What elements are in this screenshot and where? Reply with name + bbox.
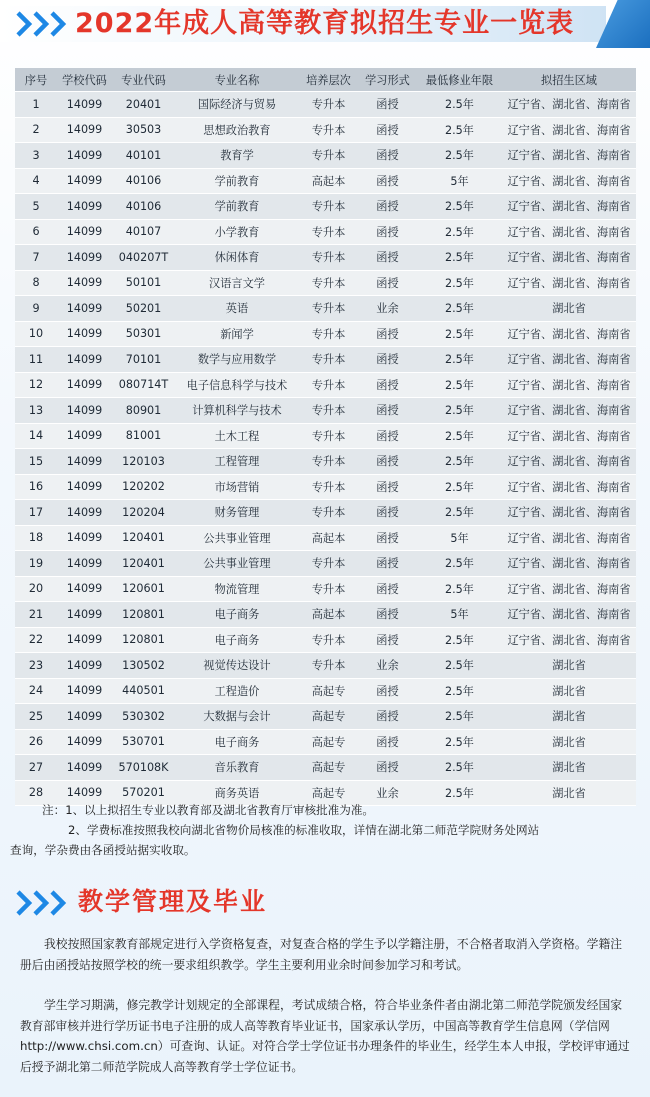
header-banner bbox=[0, 0, 650, 48]
table-row bbox=[15, 551, 636, 577]
cell-index: 20 bbox=[15, 576, 57, 602]
cell-min-years: 2.5年 bbox=[417, 347, 502, 373]
table-row bbox=[15, 143, 636, 169]
cell-major-code: 120401 bbox=[112, 551, 175, 577]
cell-major-code: 130502 bbox=[112, 653, 175, 679]
cell-level: 专升本 bbox=[299, 474, 358, 500]
table-row bbox=[15, 449, 636, 475]
cell-school-code: 14099 bbox=[57, 780, 112, 806]
col-header-major-name: 专业名称 bbox=[175, 68, 299, 92]
cell-min-years: 2.5年 bbox=[417, 704, 502, 730]
cell-index: 19 bbox=[15, 551, 57, 577]
cell-index: 11 bbox=[15, 347, 57, 373]
cell-region: 辽宁省、湖北省、海南省 bbox=[502, 551, 636, 577]
cell-major-name: 休闲体育 bbox=[175, 245, 299, 271]
cell-index: 14 bbox=[15, 423, 57, 449]
cell-study-mode: 函授 bbox=[358, 627, 417, 653]
cell-index: 24 bbox=[15, 678, 57, 704]
cell-region: 辽宁省、湖北省、海南省 bbox=[502, 270, 636, 296]
cell-school-code: 14099 bbox=[57, 551, 112, 577]
table-row bbox=[15, 296, 636, 322]
cell-min-years: 2.5年 bbox=[417, 474, 502, 500]
cell-major-name: 财务管理 bbox=[175, 500, 299, 526]
cell-region: 湖北省 bbox=[502, 296, 636, 322]
cell-study-mode: 函授 bbox=[358, 194, 417, 220]
cell-level: 高起专 bbox=[299, 780, 358, 806]
cell-region: 辽宁省、湖北省、海南省 bbox=[502, 525, 636, 551]
cell-school-code: 14099 bbox=[57, 602, 112, 628]
cell-study-mode: 函授 bbox=[358, 270, 417, 296]
cell-major-code: 40107 bbox=[112, 219, 175, 245]
cell-level: 专升本 bbox=[299, 372, 358, 398]
cell-school-code: 14099 bbox=[57, 653, 112, 679]
triple-chevron-icon bbox=[16, 10, 70, 38]
cell-index: 1 bbox=[15, 92, 57, 118]
cell-study-mode: 函授 bbox=[358, 92, 417, 118]
cell-level: 专升本 bbox=[299, 143, 358, 169]
cell-school-code: 14099 bbox=[57, 321, 112, 347]
cell-index: 17 bbox=[15, 500, 57, 526]
cell-major-code: 120801 bbox=[112, 627, 175, 653]
page-title: 2022年成人高等教育拟招生专业一览表 bbox=[75, 8, 575, 39]
cell-level: 专升本 bbox=[299, 653, 358, 679]
table-row bbox=[15, 474, 636, 500]
cell-level: 专升本 bbox=[299, 117, 358, 143]
cell-min-years: 2.5年 bbox=[417, 194, 502, 220]
cell-region: 辽宁省、湖北省、海南省 bbox=[502, 602, 636, 628]
cell-region: 辽宁省、湖北省、海南省 bbox=[502, 347, 636, 373]
cell-min-years: 2.5年 bbox=[417, 219, 502, 245]
col-header-level: 培养层次 bbox=[299, 68, 358, 92]
cell-major-name: 工程造价 bbox=[175, 678, 299, 704]
cell-level: 专升本 bbox=[299, 245, 358, 271]
cell-major-name: 汉语言文学 bbox=[175, 270, 299, 296]
cell-index: 21 bbox=[15, 602, 57, 628]
cell-study-mode: 函授 bbox=[358, 321, 417, 347]
cell-school-code: 14099 bbox=[57, 143, 112, 169]
cell-major-code: 70101 bbox=[112, 347, 175, 373]
cell-min-years: 2.5年 bbox=[417, 653, 502, 679]
cell-school-code: 14099 bbox=[57, 194, 112, 220]
cell-study-mode: 业余 bbox=[358, 780, 417, 806]
cell-region: 湖北省 bbox=[502, 704, 636, 730]
cell-study-mode: 函授 bbox=[358, 704, 417, 730]
cell-index: 6 bbox=[15, 219, 57, 245]
cell-major-name: 公共事业管理 bbox=[175, 551, 299, 577]
cell-level: 专升本 bbox=[299, 627, 358, 653]
paragraph-enrollment: 我校按照国家教育部规定进行入学资格复查，对复查合格的学生予以学籍注册，不合格者取消入学资格。学籍注册后由函授站按照学校的统一要求组织教学。学生主要利用业余时间参加学习和考试。 bbox=[20, 937, 623, 972]
note-line-1: 注：1、以上拟招生专业以教育部及湖北省教育厅审核批准为准。 bbox=[42, 803, 375, 817]
cell-index: 13 bbox=[15, 398, 57, 424]
table-row bbox=[15, 321, 636, 347]
cell-study-mode: 函授 bbox=[358, 143, 417, 169]
table-row bbox=[15, 117, 636, 143]
cell-level: 高起本 bbox=[299, 602, 358, 628]
cell-level: 专升本 bbox=[299, 270, 358, 296]
table-row bbox=[15, 219, 636, 245]
cell-index: 12 bbox=[15, 372, 57, 398]
cell-major-name: 新闻学 bbox=[175, 321, 299, 347]
cell-major-name: 电子商务 bbox=[175, 602, 299, 628]
cell-major-code: 120601 bbox=[112, 576, 175, 602]
cell-major-name: 商务英语 bbox=[175, 780, 299, 806]
cell-major-code: 120801 bbox=[112, 602, 175, 628]
cell-major-name: 计算机科学与技术 bbox=[175, 398, 299, 424]
cell-min-years: 2.5年 bbox=[417, 423, 502, 449]
cell-index: 18 bbox=[15, 525, 57, 551]
cell-major-code: 40106 bbox=[112, 168, 175, 194]
cell-study-mode: 业余 bbox=[358, 296, 417, 322]
cell-region: 辽宁省、湖北省、海南省 bbox=[502, 372, 636, 398]
cell-index: 26 bbox=[15, 729, 57, 755]
cell-level: 专升本 bbox=[299, 296, 358, 322]
paragraph-graduation: 学生学习期满，修完教学计划规定的全部课程，考试成绩合格，符合毕业条件者由湖北第二师范学院颁发经国家教育部审核并进行学历证书电子注册的成人高等教育毕业证书，国家承认学历，中国高等教育学生信息网（学信网http://www.chsi.com.cn）可查询、认证。对符合学士学位证书办理条件的毕业生，经学生本人申报，学校评审通过后授予湖北第二师范学院成人高等教育学士学位证书。 bbox=[20, 998, 630, 1074]
cell-level: 专升本 bbox=[299, 551, 358, 577]
cell-min-years: 2.5年 bbox=[417, 729, 502, 755]
cell-min-years: 5年 bbox=[417, 525, 502, 551]
cell-study-mode: 函授 bbox=[358, 678, 417, 704]
cell-index: 15 bbox=[15, 449, 57, 475]
cell-study-mode: 函授 bbox=[358, 500, 417, 526]
table-row bbox=[15, 194, 636, 220]
cell-major-code: 040207T bbox=[112, 245, 175, 271]
cell-major-name: 数学与应用数学 bbox=[175, 347, 299, 373]
cell-major-name: 教育学 bbox=[175, 143, 299, 169]
cell-min-years: 2.5年 bbox=[417, 296, 502, 322]
cell-major-code: 20401 bbox=[112, 92, 175, 118]
table-row bbox=[15, 347, 636, 373]
cell-region: 辽宁省、湖北省、海南省 bbox=[502, 143, 636, 169]
cell-index: 23 bbox=[15, 653, 57, 679]
cell-min-years: 2.5年 bbox=[417, 270, 502, 296]
cell-index: 28 bbox=[15, 780, 57, 806]
note-line-3: 查询，学杂费由各函授站据实收取。 bbox=[10, 843, 196, 857]
cell-major-code: 30503 bbox=[112, 117, 175, 143]
cell-level: 高起专 bbox=[299, 704, 358, 730]
cell-major-name: 土木工程 bbox=[175, 423, 299, 449]
cell-level: 专升本 bbox=[299, 398, 358, 424]
col-header-min-years: 最低修业年限 bbox=[417, 68, 502, 92]
cell-major-code: 120103 bbox=[112, 449, 175, 475]
cell-region: 辽宁省、湖北省、海南省 bbox=[502, 219, 636, 245]
cell-school-code: 14099 bbox=[57, 92, 112, 118]
cell-study-mode: 业余 bbox=[358, 653, 417, 679]
cell-major-name: 视觉传达设计 bbox=[175, 653, 299, 679]
table-row bbox=[15, 500, 636, 526]
cell-major-code: 080714T bbox=[112, 372, 175, 398]
cell-region: 辽宁省、湖北省、海南省 bbox=[502, 449, 636, 475]
cell-major-name: 大数据与会计 bbox=[175, 704, 299, 730]
cell-index: 9 bbox=[15, 296, 57, 322]
cell-level: 专升本 bbox=[299, 576, 358, 602]
cell-min-years: 2.5年 bbox=[417, 627, 502, 653]
cell-school-code: 14099 bbox=[57, 398, 112, 424]
cell-study-mode: 函授 bbox=[358, 525, 417, 551]
cell-major-code: 440501 bbox=[112, 678, 175, 704]
cell-min-years: 2.5年 bbox=[417, 551, 502, 577]
cell-study-mode: 函授 bbox=[358, 576, 417, 602]
cell-index: 22 bbox=[15, 627, 57, 653]
cell-school-code: 14099 bbox=[57, 296, 112, 322]
cell-min-years: 2.5年 bbox=[417, 143, 502, 169]
cell-major-code: 40101 bbox=[112, 143, 175, 169]
cell-study-mode: 函授 bbox=[358, 423, 417, 449]
cell-study-mode: 函授 bbox=[358, 219, 417, 245]
table-row bbox=[15, 704, 636, 730]
cell-study-mode: 函授 bbox=[358, 117, 417, 143]
cell-major-code: 120204 bbox=[112, 500, 175, 526]
cell-level: 高起本 bbox=[299, 168, 358, 194]
cell-study-mode: 函授 bbox=[358, 755, 417, 781]
table-row bbox=[15, 168, 636, 194]
majors-table bbox=[15, 68, 636, 806]
cell-major-name: 工程管理 bbox=[175, 449, 299, 475]
cell-index: 5 bbox=[15, 194, 57, 220]
cell-region: 辽宁省、湖北省、海南省 bbox=[502, 168, 636, 194]
cell-study-mode: 函授 bbox=[358, 551, 417, 577]
col-header-index: 序号 bbox=[15, 68, 57, 92]
cell-index: 10 bbox=[15, 321, 57, 347]
cell-major-code: 50201 bbox=[112, 296, 175, 322]
cell-min-years: 2.5年 bbox=[417, 449, 502, 475]
cell-min-years: 2.5年 bbox=[417, 321, 502, 347]
cell-major-code: 81001 bbox=[112, 423, 175, 449]
section-title-teaching: 教学管理及毕业 bbox=[78, 887, 268, 916]
cell-region: 湖北省 bbox=[502, 653, 636, 679]
cell-min-years: 2.5年 bbox=[417, 245, 502, 271]
cell-school-code: 14099 bbox=[57, 525, 112, 551]
cell-min-years: 5年 bbox=[417, 602, 502, 628]
cell-study-mode: 函授 bbox=[358, 474, 417, 500]
table-row bbox=[15, 678, 636, 704]
cell-major-name: 电子商务 bbox=[175, 627, 299, 653]
cell-min-years: 2.5年 bbox=[417, 92, 502, 118]
cell-school-code: 14099 bbox=[57, 755, 112, 781]
cell-index: 16 bbox=[15, 474, 57, 500]
cell-major-name: 电子信息科学与技术 bbox=[175, 372, 299, 398]
cell-region: 辽宁省、湖北省、海南省 bbox=[502, 245, 636, 271]
triple-chevron-icon bbox=[16, 889, 70, 917]
col-header-major-code: 专业代码 bbox=[112, 68, 175, 92]
table-row bbox=[15, 423, 636, 449]
table-row bbox=[15, 602, 636, 628]
cell-region: 湖北省 bbox=[502, 729, 636, 755]
cell-major-code: 570201 bbox=[112, 780, 175, 806]
cell-level: 专升本 bbox=[299, 347, 358, 373]
cell-study-mode: 函授 bbox=[358, 372, 417, 398]
cell-major-name: 小学教育 bbox=[175, 219, 299, 245]
cell-study-mode: 函授 bbox=[358, 449, 417, 475]
cell-school-code: 14099 bbox=[57, 704, 112, 730]
cell-school-code: 14099 bbox=[57, 627, 112, 653]
cell-index: 2 bbox=[15, 117, 57, 143]
cell-min-years: 5年 bbox=[417, 168, 502, 194]
cell-major-name: 音乐教育 bbox=[175, 755, 299, 781]
note-line-2: 2、学费标准按照我校向湖北省物价局核准的标准收取，详情在湖北第二师范学院财务处网站 bbox=[68, 823, 540, 837]
cell-major-name: 学前教育 bbox=[175, 168, 299, 194]
cell-school-code: 14099 bbox=[57, 219, 112, 245]
cell-min-years: 2.5年 bbox=[417, 576, 502, 602]
cell-region: 辽宁省、湖北省、海南省 bbox=[502, 321, 636, 347]
cell-study-mode: 函授 bbox=[358, 602, 417, 628]
cell-level: 专升本 bbox=[299, 321, 358, 347]
cell-major-code: 40106 bbox=[112, 194, 175, 220]
cell-min-years: 2.5年 bbox=[417, 398, 502, 424]
table-body bbox=[15, 92, 636, 806]
cell-school-code: 14099 bbox=[57, 117, 112, 143]
cell-index: 4 bbox=[15, 168, 57, 194]
cell-study-mode: 函授 bbox=[358, 398, 417, 424]
cell-school-code: 14099 bbox=[57, 678, 112, 704]
table-row bbox=[15, 92, 636, 118]
cell-major-name: 英语 bbox=[175, 296, 299, 322]
table-row bbox=[15, 627, 636, 653]
cell-school-code: 14099 bbox=[57, 449, 112, 475]
cell-school-code: 14099 bbox=[57, 729, 112, 755]
cell-major-code: 570108K bbox=[112, 755, 175, 781]
cell-study-mode: 函授 bbox=[358, 347, 417, 373]
cell-level: 专升本 bbox=[299, 219, 358, 245]
cell-major-code: 50101 bbox=[112, 270, 175, 296]
cell-index: 3 bbox=[15, 143, 57, 169]
cell-level: 专升本 bbox=[299, 194, 358, 220]
cell-region: 辽宁省、湖北省、海南省 bbox=[502, 194, 636, 220]
cell-level: 专升本 bbox=[299, 500, 358, 526]
table-header-row bbox=[15, 68, 636, 92]
cell-region: 辽宁省、湖北省、海南省 bbox=[502, 92, 636, 118]
cell-region: 辽宁省、湖北省、海南省 bbox=[502, 500, 636, 526]
cell-major-code: 120401 bbox=[112, 525, 175, 551]
cell-level: 高起专 bbox=[299, 755, 358, 781]
cell-study-mode: 函授 bbox=[358, 729, 417, 755]
cell-major-code: 120202 bbox=[112, 474, 175, 500]
cell-major-name: 电子商务 bbox=[175, 729, 299, 755]
cell-index: 8 bbox=[15, 270, 57, 296]
col-header-school-code: 学校代码 bbox=[57, 68, 112, 92]
cell-major-name: 市场营销 bbox=[175, 474, 299, 500]
cell-major-name: 物流管理 bbox=[175, 576, 299, 602]
cell-index: 27 bbox=[15, 755, 57, 781]
cell-level: 专升本 bbox=[299, 92, 358, 118]
cell-region: 湖北省 bbox=[502, 755, 636, 781]
table-row bbox=[15, 576, 636, 602]
cell-level: 专升本 bbox=[299, 423, 358, 449]
table-row bbox=[15, 245, 636, 271]
table-row bbox=[15, 398, 636, 424]
col-header-study-mode: 学习形式 bbox=[358, 68, 417, 92]
cell-min-years: 2.5年 bbox=[417, 678, 502, 704]
cell-school-code: 14099 bbox=[57, 576, 112, 602]
cell-school-code: 14099 bbox=[57, 474, 112, 500]
cell-major-name: 学前教育 bbox=[175, 194, 299, 220]
cell-min-years: 2.5年 bbox=[417, 755, 502, 781]
cell-region: 辽宁省、湖北省、海南省 bbox=[502, 576, 636, 602]
cell-region: 湖北省 bbox=[502, 678, 636, 704]
notes-block bbox=[10, 800, 622, 860]
cell-level: 高起专 bbox=[299, 678, 358, 704]
cell-school-code: 14099 bbox=[57, 500, 112, 526]
table-row bbox=[15, 525, 636, 551]
cell-min-years: 2.5年 bbox=[417, 117, 502, 143]
cell-major-code: 50301 bbox=[112, 321, 175, 347]
cell-region: 辽宁省、湖北省、海南省 bbox=[502, 627, 636, 653]
cell-index: 7 bbox=[15, 245, 57, 271]
cell-major-name: 国际经济与贸易 bbox=[175, 92, 299, 118]
cell-region: 辽宁省、湖北省、海南省 bbox=[502, 117, 636, 143]
cell-min-years: 2.5年 bbox=[417, 500, 502, 526]
cell-level: 高起本 bbox=[299, 525, 358, 551]
cell-major-code: 530701 bbox=[112, 729, 175, 755]
col-header-region: 拟招生区域 bbox=[502, 68, 636, 92]
cell-study-mode: 函授 bbox=[358, 245, 417, 271]
cell-index: 25 bbox=[15, 704, 57, 730]
cell-region: 辽宁省、湖北省、海南省 bbox=[502, 423, 636, 449]
cell-major-code: 530302 bbox=[112, 704, 175, 730]
cell-min-years: 2.5年 bbox=[417, 372, 502, 398]
cell-region: 辽宁省、湖北省、海南省 bbox=[502, 398, 636, 424]
cell-region: 辽宁省、湖北省、海南省 bbox=[502, 474, 636, 500]
cell-major-code: 80901 bbox=[112, 398, 175, 424]
cell-school-code: 14099 bbox=[57, 423, 112, 449]
table-row bbox=[15, 729, 636, 755]
cell-level: 专升本 bbox=[299, 449, 358, 475]
cell-school-code: 14099 bbox=[57, 245, 112, 271]
cell-study-mode: 函授 bbox=[358, 168, 417, 194]
cell-region: 湖北省 bbox=[502, 780, 636, 806]
cell-school-code: 14099 bbox=[57, 270, 112, 296]
cell-major-name: 思想政治教育 bbox=[175, 117, 299, 143]
cell-school-code: 14099 bbox=[57, 372, 112, 398]
cell-level: 高起专 bbox=[299, 729, 358, 755]
cell-major-name: 公共事业管理 bbox=[175, 525, 299, 551]
table-row bbox=[15, 653, 636, 679]
cell-min-years: 2.5年 bbox=[417, 780, 502, 806]
cell-school-code: 14099 bbox=[57, 168, 112, 194]
table-row bbox=[15, 270, 636, 296]
table-row bbox=[15, 372, 636, 398]
cell-school-code: 14099 bbox=[57, 347, 112, 373]
table-row bbox=[15, 755, 636, 781]
